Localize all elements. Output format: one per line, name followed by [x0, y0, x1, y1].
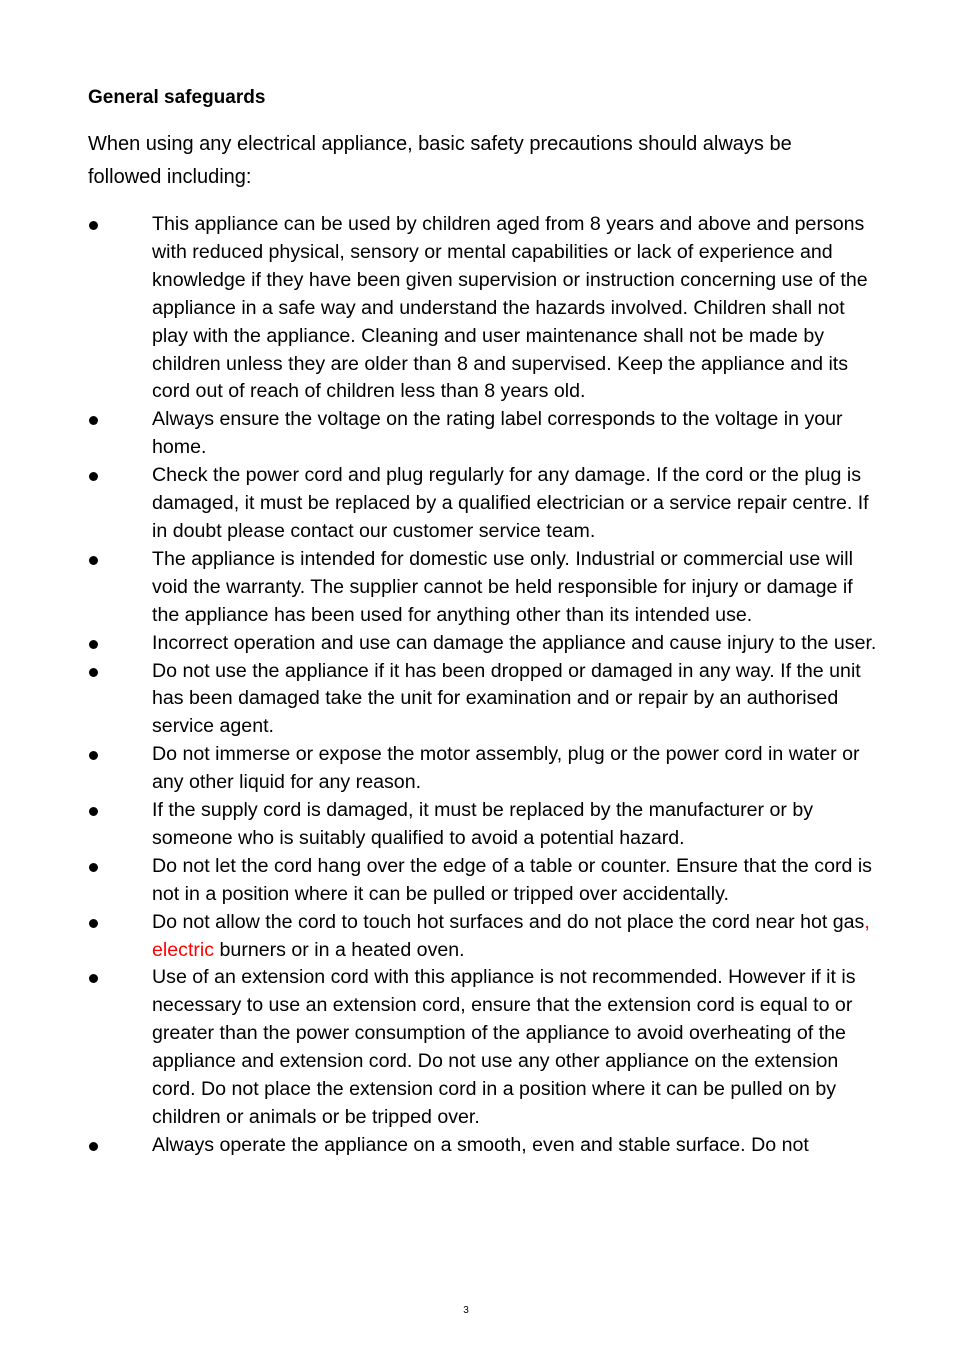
list-item — [88, 741, 878, 797]
list-item — [88, 546, 878, 630]
list-item-text: Use of an extension cord with this appliance is not recommended. However if it is necessary to use an extension cord, ensure that the extension cord is equal to or greater than the power consumption of the appliance to avoid overheating of the appliance and extension cord. Do not use any other appliance on the extension cord. Do not place the extension cord in a position where it can be pulled on by children or animals or be tripped over. — [152, 966, 856, 1128]
list-item-text: Incorrect operation and use can damage the appliance and cause injury to the user. — [152, 631, 877, 654]
list-item — [88, 462, 878, 546]
list-item-text: Check the power cord and plug regularly for any damage. If the cord or the plug is damaged, it must be replaced by a qualified electrician or a service repair centre. If in doubt please contact our customer service team. — [152, 464, 869, 542]
bullet-icon — [88, 462, 100, 490]
bullet-icon — [88, 964, 100, 992]
bullet-icon — [88, 406, 100, 434]
list-item — [88, 211, 878, 406]
list-item-text: The appliance is intended for domestic use only. Industrial or commercial use will void the warranty. The supplier cannot be held responsible for injury or damage if the appliance has been used for anything other than its intended use. — [152, 547, 853, 626]
list-item-text: This appliance can be used by children aged from 8 years and above and persons with reduced physical, sensory or mental capabilities or lack of experience and knowledge if they have been given supervision or instruction concerning use of the appliance in a safe way and understand the hazards involved. Children shall not play with the appliance. Cleaning and user maintenance shall not be made by children unless they are older than 8 and supervised. Keep the appliance and its cord out of reach of children less than 8 years old. — [152, 213, 868, 403]
list-item-text — [152, 911, 870, 961]
safeguards-list — [88, 211, 878, 1160]
list-item — [88, 964, 878, 1131]
bullet-icon — [88, 741, 100, 769]
list-item-text-part: Do not allow the cord to touch hot surfaces and do not place the cord near hot gas — [152, 910, 865, 933]
bullet-icon — [88, 1132, 100, 1160]
bullet-icon — [88, 211, 100, 239]
bullet-icon — [88, 546, 100, 574]
list-item-text: Do not use the appliance if it has been dropped or damaged in any way. If the unit has been damaged take the unit for examination and or repair by an authorised service agent. — [152, 659, 861, 738]
bullet-icon — [88, 658, 100, 686]
list-item — [88, 909, 878, 965]
list-item-text: Do not immerse or expose the motor assembly, plug or the power cord in water or any other liquid for any reason. — [152, 743, 860, 794]
list-item — [88, 1132, 878, 1160]
intro-paragraph: When using any electrical appliance, basic safety precautions should always be followed including: — [88, 133, 792, 188]
bullet-icon — [88, 853, 100, 881]
highlighted-text: , electric — [152, 910, 870, 961]
list-item — [88, 658, 878, 742]
list-item-text: Do not let the cord hang over the edge of a table or counter. Ensure that the cord is not in a position where it can be pulled or tripped over accidentally. — [152, 854, 872, 905]
bullet-icon — [88, 630, 100, 658]
bullet-icon — [88, 909, 100, 937]
list-item-text: Always operate the appliance on a smooth, even and stable surface. Do not — [152, 1133, 809, 1156]
bullet-icon — [88, 797, 100, 825]
list-item — [88, 630, 878, 658]
list-item-text-part: burners or in a heated oven. — [214, 938, 465, 961]
page-number: 3 — [463, 1305, 469, 1316]
list-item — [88, 853, 878, 909]
list-item-text: If the supply cord is damaged, it must be replaced by the manufacturer or by someone who is suitably qualified to avoid a potential hazard. — [152, 799, 814, 849]
section-heading: General safeguards — [88, 87, 266, 108]
list-item-text: Always ensure the voltage on the rating label corresponds to the voltage in your home. — [152, 408, 843, 459]
list-item — [88, 406, 878, 462]
list-item — [88, 797, 878, 853]
